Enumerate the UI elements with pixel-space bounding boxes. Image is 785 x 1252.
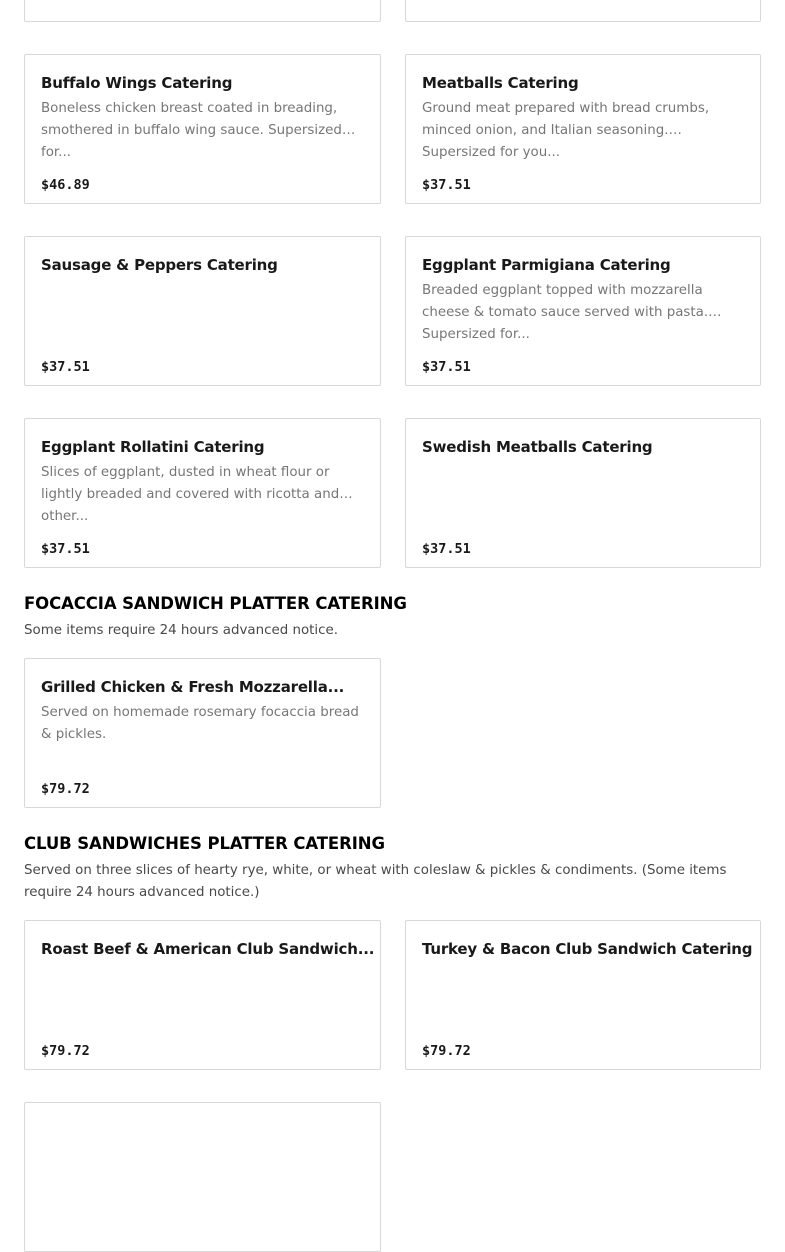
- section-title: FOCACCIA SANDWICH PLATTER CATERING: [24, 594, 407, 613]
- menu-item-description: Ground meat prepared with bread crumbs, minced onion, and Italian seasoning. Supersized for you...: [422, 101, 710, 160]
- menu-item-card[interactable]: [405, 236, 761, 386]
- menu-item-price: $37.51: [422, 541, 471, 557]
- menu-item-title: Eggplant Rollatini Catering: [41, 438, 265, 456]
- menu-item-card-partial-left[interactable]: [24, 0, 381, 22]
- menu-item-price: $37.51: [422, 359, 471, 375]
- menu-item-price: $46.89: [41, 177, 90, 193]
- menu-item-title: Sausage & Peppers Catering: [41, 256, 278, 274]
- section-note: Served on three slices of hearty rye, white, or wheat with coleslaw & pickles & condiments. (Some items require 24 hours advanced notice.): [24, 863, 727, 900]
- menu-item-price: $79.72: [41, 1043, 90, 1059]
- menu-item-description: [41, 964, 364, 1008]
- menu-item-title: Meatballs Catering: [422, 74, 579, 92]
- menu-item-description: [422, 964, 744, 1008]
- menu-item-title: Grilled Chicken & Fresh Mozzarella...: [41, 678, 345, 696]
- menu-item-card[interactable]: [24, 54, 381, 204]
- menu-item-card-partial-bottom[interactable]: [24, 1102, 381, 1252]
- menu-item-description: [41, 280, 364, 324]
- menu-item-card-partial-right[interactable]: [405, 0, 761, 22]
- menu-item-card[interactable]: [405, 418, 761, 568]
- menu-item-title: Buffalo Wings Catering: [41, 74, 233, 92]
- menu-item-price: $37.51: [41, 541, 90, 557]
- menu-item-price: $37.51: [422, 177, 471, 193]
- menu-item-card[interactable]: [24, 920, 381, 1070]
- menu-item-description: [422, 462, 744, 506]
- menu-item-card[interactable]: [405, 54, 761, 204]
- menu-item-description: Slices of eggplant, dusted in wheat flour or lightly breaded and covered with ricotta and other...: [41, 465, 340, 524]
- section-note: Some items require 24 hours advanced notice.: [24, 623, 338, 638]
- menu-item-title: Swedish Meatballs Catering: [422, 438, 653, 456]
- menu-item-title: Roast Beef & American Club Sandwich...: [41, 940, 375, 958]
- menu-item-price: $79.72: [422, 1043, 471, 1059]
- menu-item-description: Served on homemade rosemary focaccia bread & pickles.: [41, 705, 359, 742]
- section-title: CLUB SANDWICHES PLATTER CATERING: [24, 834, 385, 853]
- menu-item-card[interactable]: [405, 920, 761, 1070]
- menu-item-price: $37.51: [41, 359, 90, 375]
- menu-item-title: Eggplant Parmigiana Catering: [422, 256, 671, 274]
- menu-item-description: Boneless chicken breast coated in breading, smothered in buffalo wing sauce. Supersized for...: [41, 101, 342, 160]
- menu-item-card[interactable]: [24, 658, 381, 808]
- menu-item-description: Breaded eggplant topped with mozzarella cheese & tomato sauce served with pasta. Supersized for...: [422, 283, 709, 342]
- menu-item-card[interactable]: [24, 418, 381, 568]
- menu-item-title: Turkey & Bacon Club Sandwich Catering: [422, 940, 753, 958]
- menu-item-price: $79.72: [41, 781, 90, 797]
- menu-item-card[interactable]: [24, 236, 381, 386]
